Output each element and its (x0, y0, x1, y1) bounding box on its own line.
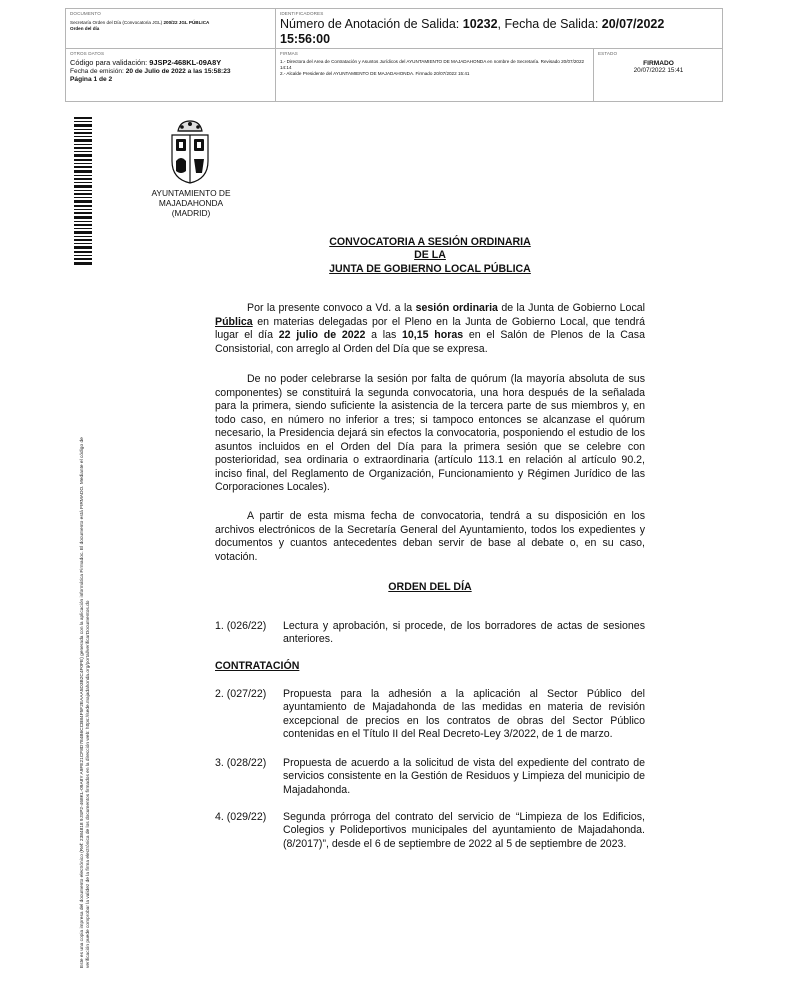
estado-date: 20/07/2022 15:41 (633, 67, 684, 74)
verification-side-text (80, 303, 93, 968)
agenda-item (215, 620, 645, 647)
firma-2: 2.- Alcalde Presidente del AYUNTAMIENTO DE MAJADAHONDA. Firmado 20/07/2022 15:41 (280, 71, 470, 76)
firma-1: 1.- Directora del Area de Contratación y Asuntos Jurídicos del AYUNTAMIENTO DE MAJADAHONDA en nombre de Secretaría. Revisado 20/07/2022 14:14 (280, 59, 585, 70)
agenda-item-number: 2. (027/22) (215, 688, 267, 700)
documento-cell (66, 9, 276, 49)
agenda-item-text: Propuesta de acuerdo a la solicitud de vista del expediente del contrato de servicios consistente en la Gestión de Residuos y Limpieza del municipio de Majadahonda. (283, 757, 645, 796)
paragraph-convocatoria: Por la presente convoco a Vd. a la sesión ordinaria de la Junta de Gobierno Local Pública en materias delegadas por el Pleno en la Junta de Gobierno Local, que tendrá lugar el día 22 julio de 2022 a las 10,15 horas en el Salón de Plenos de la Casa Consistorial, con arreglo al Orden del Día que se expresa. (215, 302, 645, 355)
agenda-item (215, 811, 645, 851)
ident-value: Número de Anotación de Salida: 10232, Fecha de Salida: 20/07/2022 15:56:00 (280, 17, 665, 46)
section-heading-contratacion: CONTRATACIÓN (215, 660, 300, 672)
paragraph-quorum: De no poder celebrarse la sesión por falta de quórum (la mayoría absoluta de sus componentes) se constituirá la segunda convocatoria, una hora después de la señalada para la primera, siendo suficiente la asistencia de la tercera parte de sus miembros y, en todo caso, en número no inferior a tres; si tampoco entonces se alcanzase el quórum necesario, la Presidencia dejará sin efectos la convocatoria, posponiendo el estudio de los asuntos incluidos en el Orden del Día para la primera sesión que se celebre con posterioridad, sea ordinaria o extraordinaria (artículo 113.1 en relación al artículo 90.2, inciso final, del Reglamento de Organización, Funcionamiento y Régimen Jurídico de las Corporaciones Locales). (215, 373, 645, 493)
documento-line2: Orden del día (70, 26, 100, 31)
agenda-item-text: Segunda prórroga del contrato del servicio de “Limpieza de los Edificios, Colegios y Polideportivos municipales del ayuntamiento de Majadahonda. (8/2017)”, desde el 6 de septiembre de 2022 al 5 de septiembre de 2023. (283, 811, 645, 850)
agenda-item-number: 1. (026/22) (215, 620, 267, 632)
firmas-label: FIRMAS (280, 51, 298, 56)
identificadores-cell (276, 9, 723, 49)
emission-date: Fecha de emisión: 20 de Julio de 2022 a las 15:58:23 (70, 67, 231, 75)
side-text-line2: verificación puede comprobar la validez de la firma electrónica de los documentos firmados en la dirección web: https://sede.majadahonda.org/portal/verificarDocumentos.do (86, 600, 92, 968)
agenda-item (215, 757, 645, 797)
agenda-item-number: 3. (028/22) (215, 757, 267, 769)
barcode-icon (74, 117, 92, 265)
ident-label: IDENTIFICADORES (280, 11, 324, 16)
side-text-line1: Este es una copia impresa del documento electrónico (Ref: 2384818 9JSP2-468KL-09A8Y A9FE21CF8D784B6CCB84F5F2EAAA5D3B2C4F0FE) generada con la aplicación informática Firmadoc. El documento está FIRMADO. Mediante el código de (80, 437, 85, 968)
estado-label: ESTADO (598, 51, 618, 56)
agenda-item-text: Lectura y aprobación, si procede, de los borradores de actas de sesiones anteriores. (283, 620, 645, 646)
firmas-cell (276, 49, 594, 102)
estado-value: FIRMADO (643, 60, 674, 67)
paragraph-archivos: A partir de esta misma fecha de convocatoria, tendrá a su disposición en los archivos electrónicos de la Secretaría General del Ayuntamiento, todos los expedientes y documentos y cuantos antecedentes deban servir de base al debate o, en su caso, votación. (215, 510, 645, 563)
organization-name: AYUNTAMIENTO DE MAJADAHONDA (MADRID) (151, 188, 231, 219)
otros-datos-cell (66, 49, 276, 102)
agenda-item (215, 688, 645, 742)
agenda-item-text: Propuesta para la adhesión a la aplicación al Sector Público del ayuntamiento de Majadahonda de las medidas en materia de revisión excepcional de precios en los contratos de obras del Sector Público contenidas en el Título II del Real Decreto-Ley 3/2022, de 1 de marzo. (283, 688, 645, 741)
otros-label: OTROS DATOS (70, 51, 105, 56)
document-header (65, 8, 723, 102)
agenda-item-number: 4. (029/22) (215, 811, 267, 823)
estado-cell (594, 49, 723, 102)
documento-label: DOCUMENTO (70, 11, 101, 16)
page-title: CONVOCATORIA A SESIÓN ORDINARIA DE LA JUNTA DE GOBIERNO LOCAL PÚBLICA (329, 236, 531, 275)
validation-code: Código para validación: 9JSP2-468KL-09A8Y (70, 58, 222, 67)
coat-of-arms-icon (168, 117, 212, 185)
documento-line: Secretaría Orden del Día (Convocatoria JGL) 200/22 JGL PÚBLICA (70, 20, 210, 25)
orden-del-dia-heading: ORDEN DEL DÍA (388, 581, 472, 593)
page-count: Página 1 de 2 (70, 76, 113, 84)
